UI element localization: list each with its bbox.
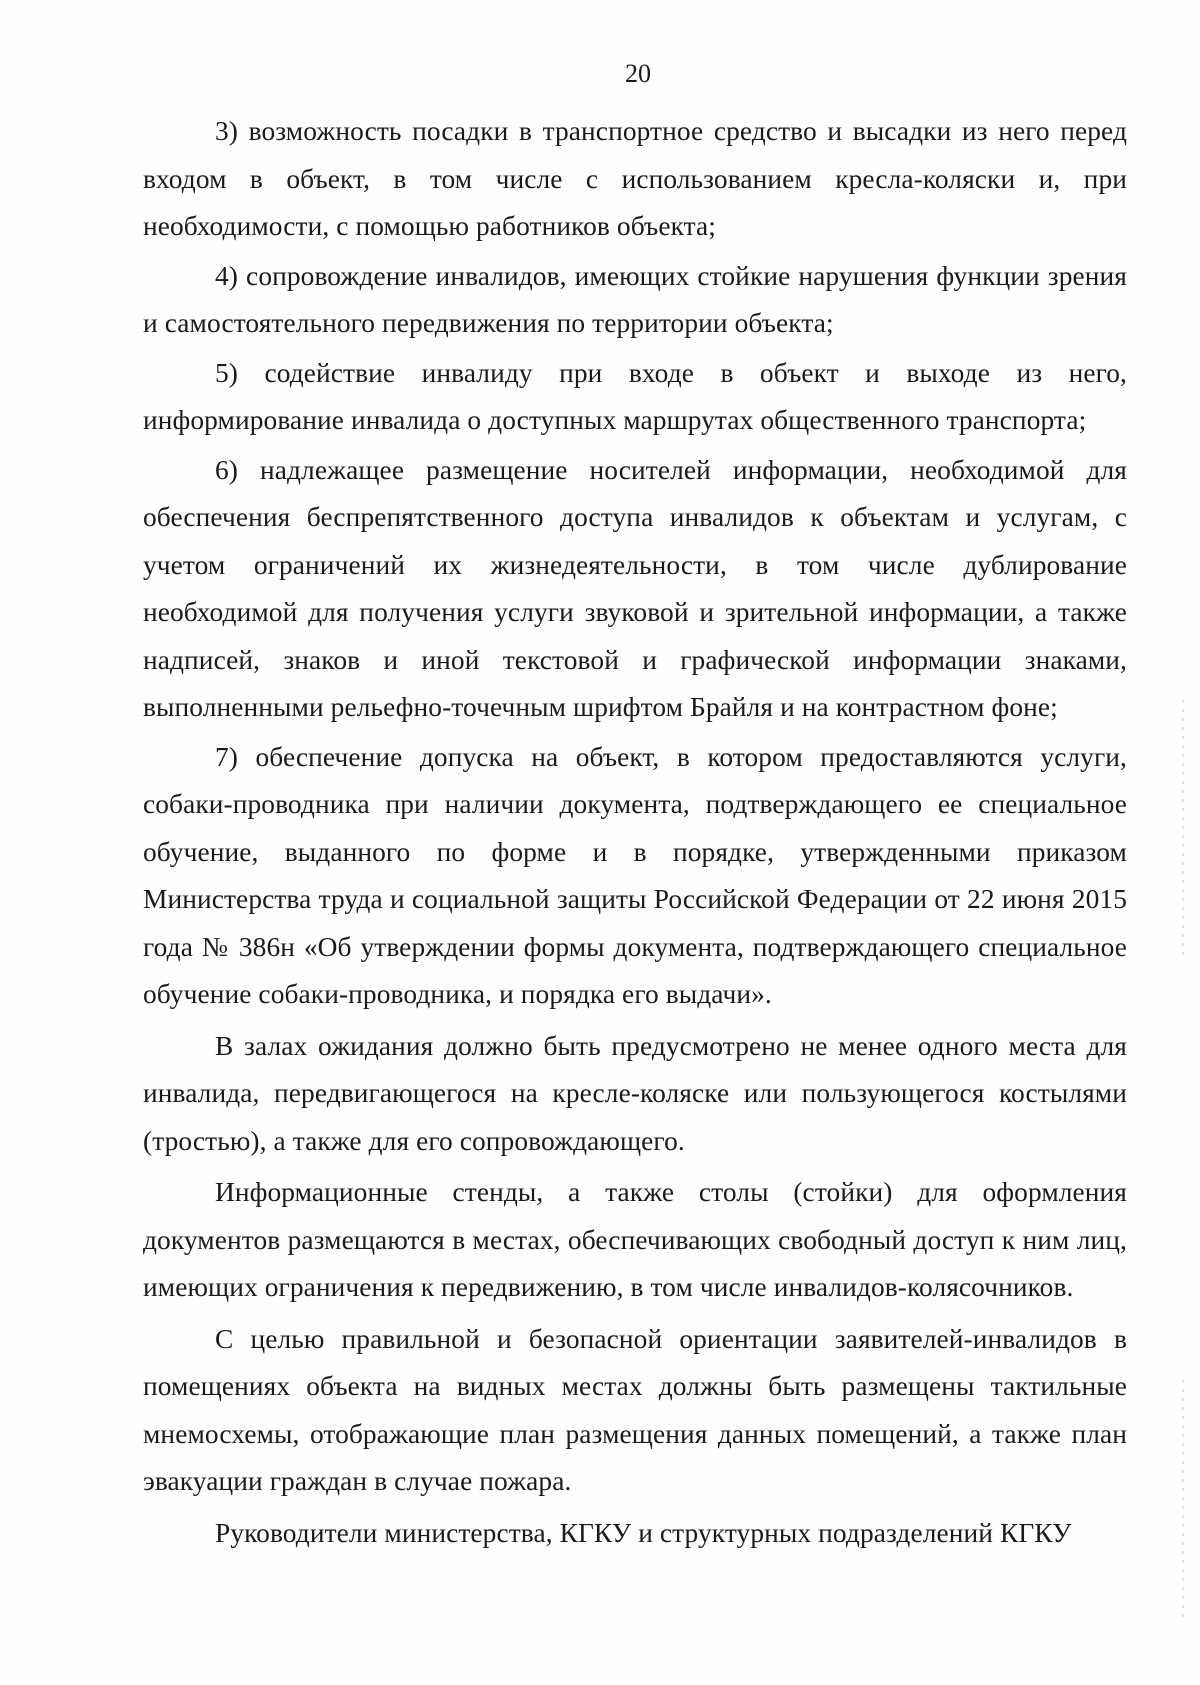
document-body	[143, 108, 1127, 1559]
paragraph-item-7: 7) обеспечение допуска на объект, в котором предоставляются услуги, собаки-проводника при наличии документа, подтверждающего ее специальное обучение, выданного по форме и в порядке, утвержденными приказом Министерства труда и социальной защиты Российской Федерации от 22 июня 2015 года № 386н «Об утверждении формы документа, подтверждающего специальное обучение собаки-проводника, и порядка его выдачи».	[143, 741, 1127, 1009]
paragraph-managers: Руководители министерства, КГКУ и структурных подразделений КГКУ	[215, 1517, 1072, 1548]
paragraph-info-stands: Информационные стенды, а также столы (стойки) для оформления документов размещаются в местах, обеспечивающих свободный доступ к ним лиц, имеющих ограничения к передвижению, в том числе инвалидов-колясочников.	[143, 1177, 1127, 1302]
paragraph-item-3: 3) возможность посадки в транспортное средство и высадки из него перед входом в объект, в том числе с использованием кресла-коляски и, при необходимости, с помощью работников объекта;	[143, 116, 1127, 241]
scan-edge-artifact	[1182, 700, 1184, 960]
paragraph-waiting-rooms: В залах ожидания должно быть предусмотрено не менее одного места для инвалида, передвигающегося на кресле-коляске или пользующегося костылями (тростью), а также для его сопровождающего.	[143, 1030, 1127, 1156]
paragraph-item-4: 4) сопровождение инвалидов, имеющих стойкие нарушения функции зрения и самостоятельного передвижения по территории объекта;	[143, 260, 1127, 338]
page-number: 20	[625, 59, 651, 88]
scan-edge-artifact	[1182, 1380, 1184, 1620]
paragraph-item-6: 6) надлежащее размещение носителей информации, необходимой для обеспечения беспрепятственного доступа инвалидов к объектам и услугам, с учетом ограничений их жизнедеятельности, в том числе дублирование необходимой для получения услуги звуковой и зрительной информации, а также надписей, знаков и иной текстовой и графической информации знаками, выполненными рельефно-точечным шрифтом Брайля и на контрастном фоне;	[143, 454, 1127, 722]
paragraph-item-5: 5) содействие инвалиду при входе в объект и выходе из него, информирование инвалида о доступных маршрутах общественного транспорта;	[143, 357, 1127, 435]
paragraph-tactile-schemes: С целью правильной и безопасной ориентации заявителей-инвалидов в помещениях объекта на видных местах должны быть размещены тактильные мнемосхемы, отображающие план размещения данных помещений, а также план эвакуации граждан в случае пожара.	[143, 1323, 1127, 1496]
